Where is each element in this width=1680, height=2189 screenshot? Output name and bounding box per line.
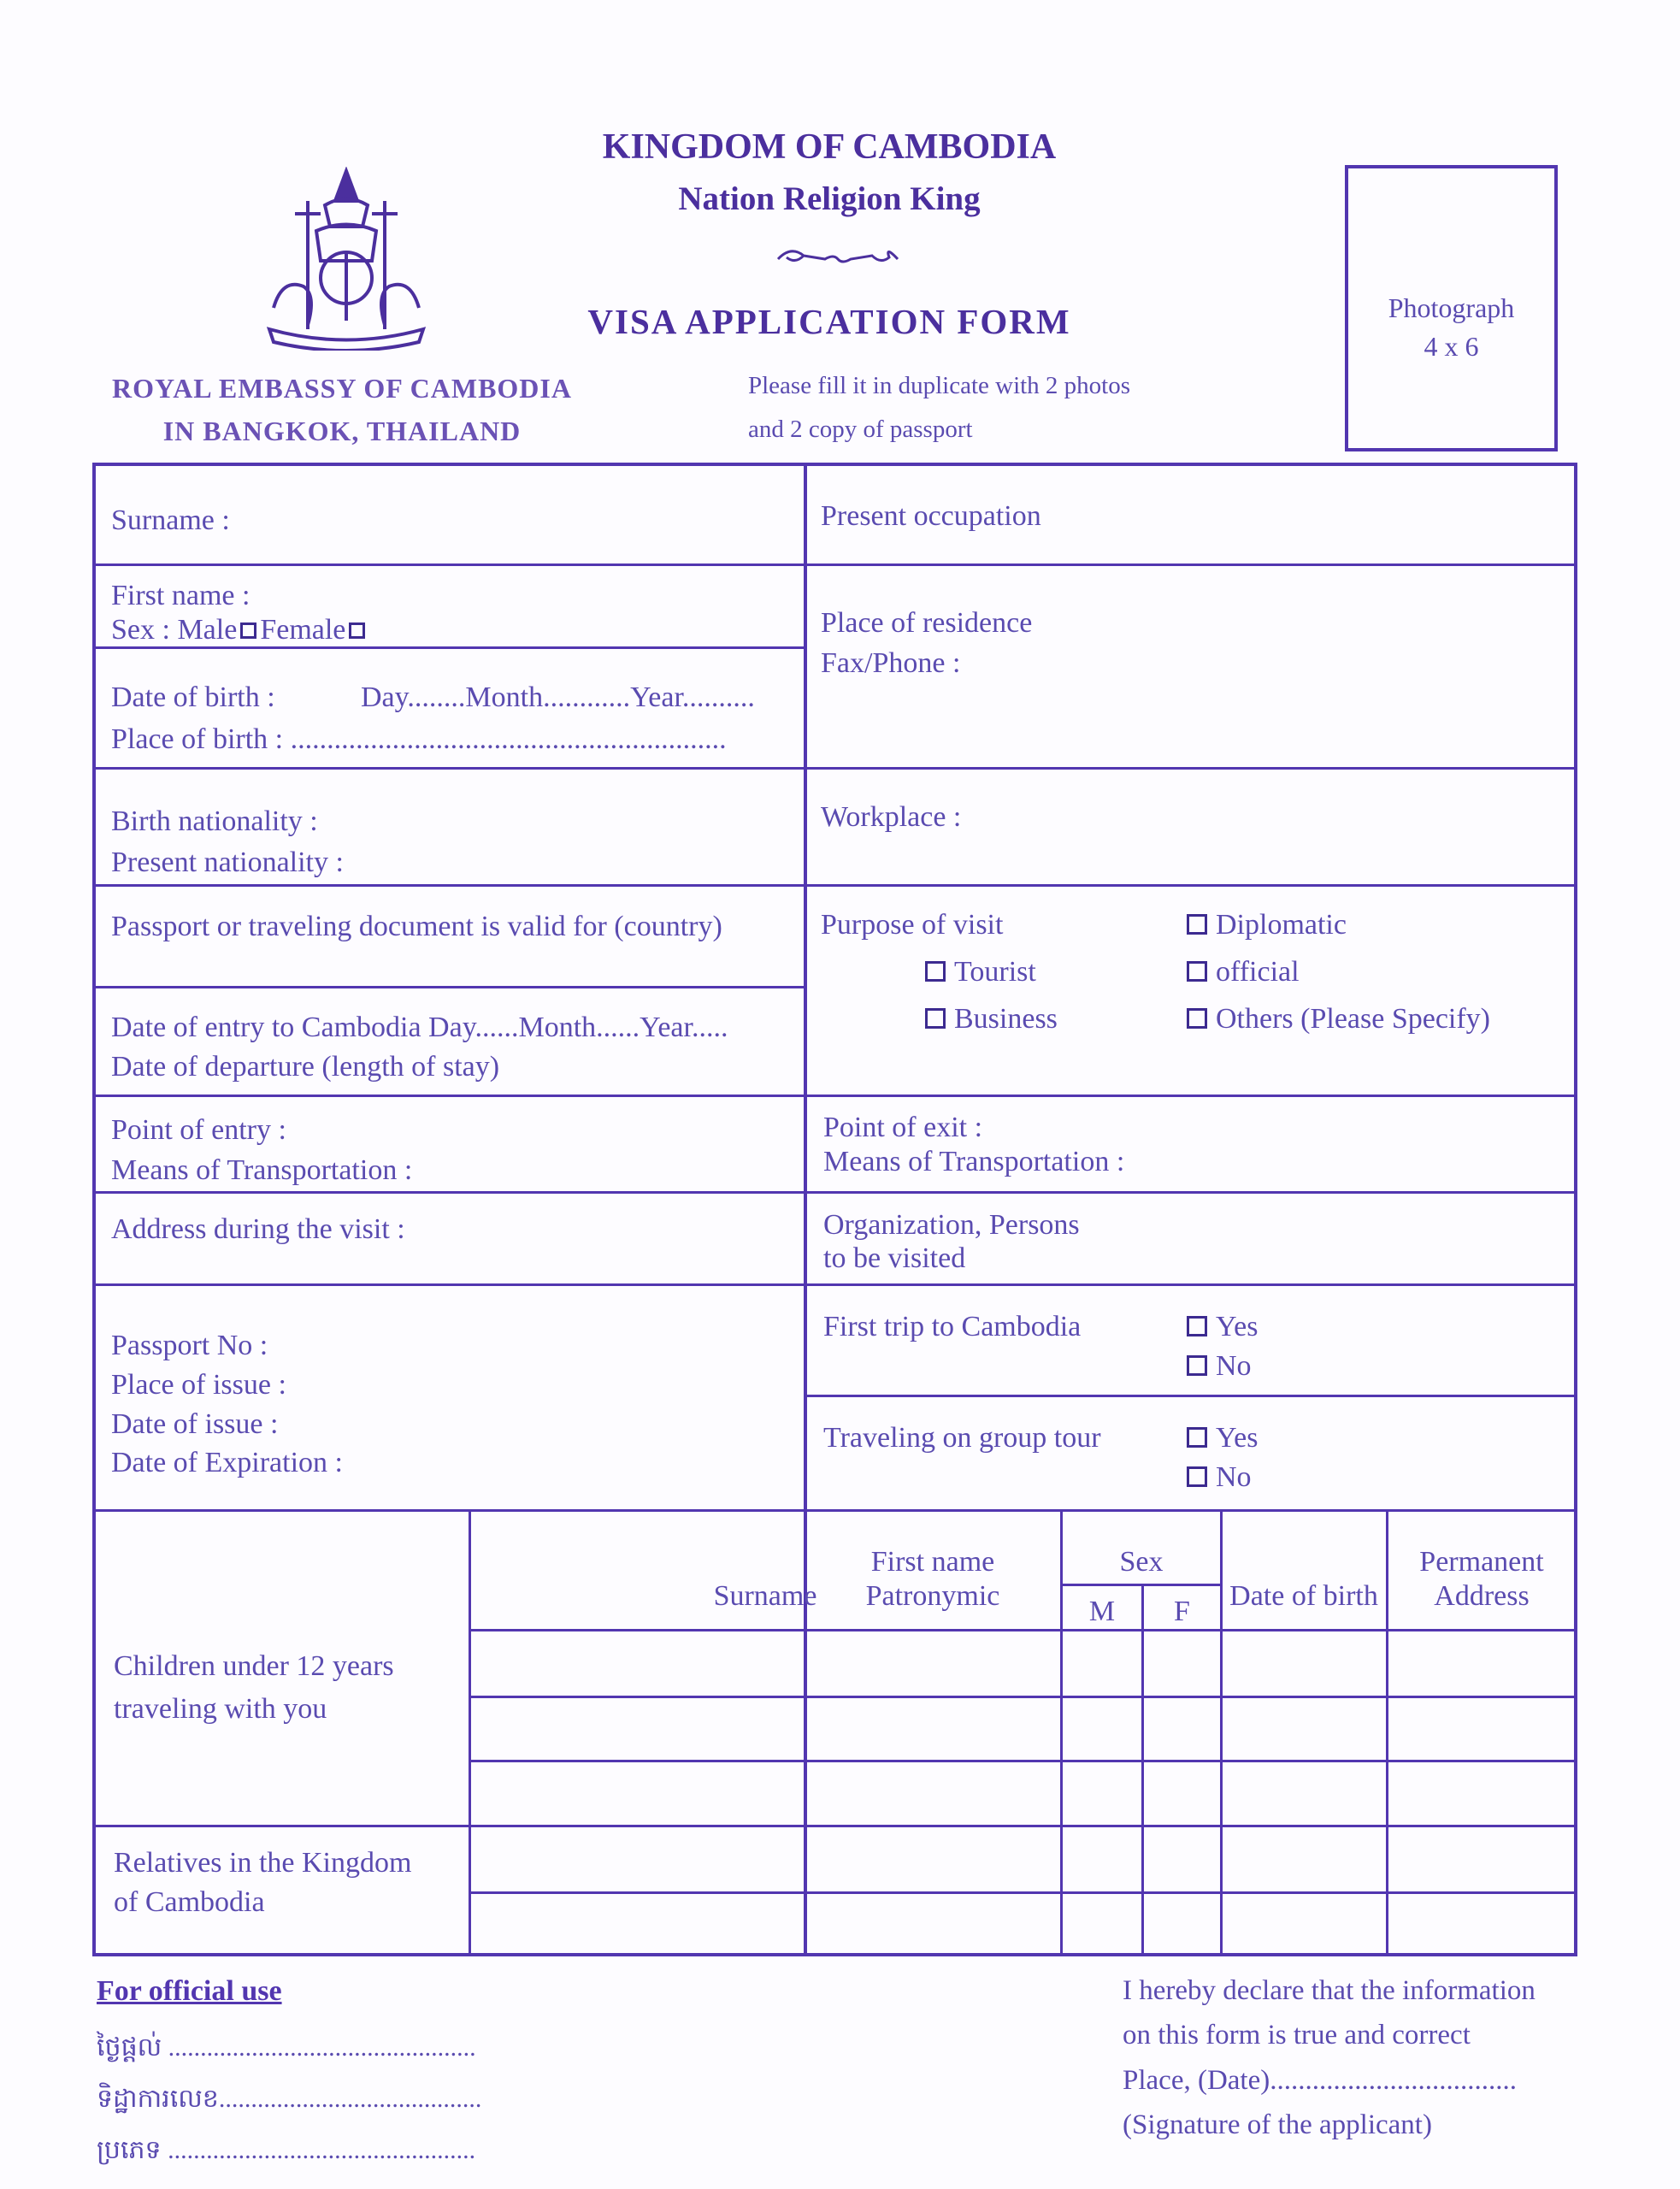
occupation-field[interactable]: Present occupation bbox=[821, 500, 1041, 532]
official-label: official bbox=[1216, 956, 1300, 988]
workplace-field[interactable]: Workplace : bbox=[821, 801, 962, 833]
fax-phone-field[interactable]: Fax/Phone : bbox=[821, 647, 961, 679]
others-option[interactable] bbox=[1187, 1003, 1490, 1035]
official-option[interactable] bbox=[1187, 956, 1300, 988]
first-trip-yes[interactable] bbox=[1187, 1311, 1258, 1343]
relatives-label-2: of Cambodia bbox=[114, 1886, 265, 1918]
instructions-line1: Please fill it in duplicate with 2 photos bbox=[748, 372, 1131, 399]
photo-size: 4 x 6 bbox=[1424, 331, 1479, 362]
business-checkbox[interactable] bbox=[925, 1008, 946, 1029]
male-checkbox[interactable] bbox=[240, 622, 256, 639]
female-label: Female bbox=[260, 614, 346, 646]
dob-fields[interactable]: Day........Month............Year.......... bbox=[361, 681, 755, 713]
ornament-divider bbox=[774, 244, 902, 269]
photo-box[interactable] bbox=[1345, 165, 1558, 451]
group-tour-yes[interactable] bbox=[1187, 1422, 1258, 1454]
official-checkbox[interactable] bbox=[1187, 961, 1207, 982]
place-of-birth-field[interactable]: Place of birth : ............................................................ bbox=[111, 723, 727, 755]
first-trip-no[interactable] bbox=[1187, 1350, 1252, 1383]
passport-valid-field[interactable]: Passport or traveling document is valid for (country) bbox=[111, 911, 722, 942]
first-trip-label: First trip to Cambodia bbox=[823, 1311, 1082, 1342]
others-label: Others (Please Specify) bbox=[1216, 1003, 1491, 1035]
official-type-field[interactable]: ប្រភេទ ................................................ bbox=[97, 2136, 476, 2164]
table-header-sex: Sex bbox=[1119, 1546, 1164, 1578]
motto: Nation Religion King bbox=[678, 180, 981, 217]
others-checkbox[interactable] bbox=[1187, 1008, 1207, 1029]
place-issue-field[interactable]: Place of issue : bbox=[111, 1369, 286, 1401]
group-tour-label: Traveling on group tour bbox=[823, 1422, 1101, 1454]
yes-label: Yes bbox=[1216, 1422, 1259, 1454]
embassy-line2: IN BANGKOK, THAILAND bbox=[162, 416, 522, 446]
entry-date-field[interactable]: Date of entry to Cambodia Day......Month......Year..... bbox=[111, 1012, 728, 1043]
birth-nationality-field[interactable]: Birth nationality : bbox=[111, 805, 318, 837]
business-label: Business bbox=[954, 1003, 1058, 1035]
table-header-patronymic: Patronymic bbox=[865, 1580, 1000, 1612]
tourist-label: Tourist bbox=[954, 956, 1036, 988]
table-header-first-name: First name bbox=[870, 1546, 995, 1578]
surname-field[interactable]: Surname : bbox=[111, 504, 230, 536]
sex-field[interactable] bbox=[111, 614, 368, 646]
place-date-field[interactable]: Place, (Date)................................... bbox=[1123, 2065, 1517, 2096]
yes-label: Yes bbox=[1216, 1311, 1259, 1342]
dob-label: Date of birth : bbox=[111, 681, 275, 713]
tourist-checkbox[interactable] bbox=[925, 961, 946, 982]
business-option[interactable] bbox=[925, 1003, 1058, 1035]
tourist-option[interactable] bbox=[925, 956, 1036, 988]
official-visa-number-field[interactable]: ទិដ្ឋាការលេខ......................................... bbox=[97, 2085, 482, 2113]
official-use-heading: For official use bbox=[97, 1975, 282, 2007]
children-label-1: Children under 12 years bbox=[114, 1650, 394, 1682]
instructions-line2: and 2 copy of passport bbox=[748, 416, 973, 443]
photo-label: Photograph bbox=[1388, 292, 1515, 323]
date-issue-field[interactable]: Date of issue : bbox=[111, 1408, 279, 1440]
female-checkbox[interactable] bbox=[349, 622, 365, 639]
form-title: VISA APPLICATION FORM bbox=[587, 302, 1071, 341]
table-header-m: M bbox=[1088, 1596, 1116, 1627]
sex-label: Sex : Male bbox=[111, 614, 238, 646]
purpose-label: Purpose of visit bbox=[821, 909, 1004, 941]
group-tour-no[interactable] bbox=[1187, 1461, 1252, 1494]
children-label-2: traveling with you bbox=[114, 1693, 327, 1725]
residence-field[interactable]: Place of residence bbox=[821, 607, 1033, 639]
diplomatic-option[interactable] bbox=[1187, 909, 1347, 941]
royal-emblem-icon bbox=[256, 167, 436, 351]
means-transport-entry-field[interactable]: Means of Transportation : bbox=[111, 1154, 413, 1186]
embassy-line1: ROYAL EMBASSY OF CAMBODIA bbox=[112, 373, 572, 404]
org-label-1[interactable]: Organization, Persons bbox=[823, 1209, 1080, 1241]
table-header-permanent: Permanent bbox=[1419, 1546, 1544, 1578]
declaration-line2: on this form is true and correct bbox=[1123, 2020, 1471, 2050]
declaration-line1: I hereby declare that the information bbox=[1123, 1975, 1536, 2006]
group-tour-no-checkbox[interactable] bbox=[1187, 1466, 1207, 1487]
point-of-exit-field[interactable]: Point of exit : bbox=[823, 1112, 983, 1143]
diplomatic-checkbox[interactable] bbox=[1187, 914, 1207, 935]
kingdom-title: KINGDOM OF CAMBODIA bbox=[602, 127, 1057, 167]
table-header-dob: Date of birth bbox=[1229, 1580, 1378, 1612]
signature-label[interactable]: (Signature of the applicant) bbox=[1123, 2109, 1432, 2140]
relatives-label-1: Relatives in the Kingdom bbox=[114, 1847, 412, 1879]
no-label: No bbox=[1216, 1461, 1252, 1493]
table-header-address: Address bbox=[1434, 1580, 1530, 1612]
first-trip-no-checkbox[interactable] bbox=[1187, 1355, 1207, 1376]
org-label-2[interactable]: to be visited bbox=[823, 1242, 966, 1274]
present-nationality-field[interactable]: Present nationality : bbox=[111, 847, 344, 878]
means-transport-exit-field[interactable]: Means of Transportation : bbox=[823, 1146, 1125, 1177]
table-header-surname: Surname bbox=[713, 1580, 817, 1612]
address-visit-field[interactable]: Address during the visit : bbox=[111, 1213, 405, 1245]
point-of-entry-field[interactable]: Point of entry : bbox=[111, 1114, 286, 1146]
no-label: No bbox=[1216, 1350, 1252, 1382]
departure-date-field[interactable]: Date of departure (length of stay) bbox=[111, 1051, 500, 1083]
group-tour-yes-checkbox[interactable] bbox=[1187, 1427, 1207, 1448]
passport-no-field[interactable]: Passport No : bbox=[111, 1330, 268, 1361]
official-date-field[interactable]: ថ្ងៃផ្តល់ ................................................ bbox=[97, 2033, 476, 2062]
diplomatic-label: Diplomatic bbox=[1216, 909, 1347, 941]
first-name-field[interactable]: First name : bbox=[111, 580, 251, 611]
table-header-f: F bbox=[1174, 1596, 1190, 1627]
date-expiration-field[interactable]: Date of Expiration : bbox=[111, 1447, 343, 1478]
first-trip-yes-checkbox[interactable] bbox=[1187, 1316, 1207, 1336]
